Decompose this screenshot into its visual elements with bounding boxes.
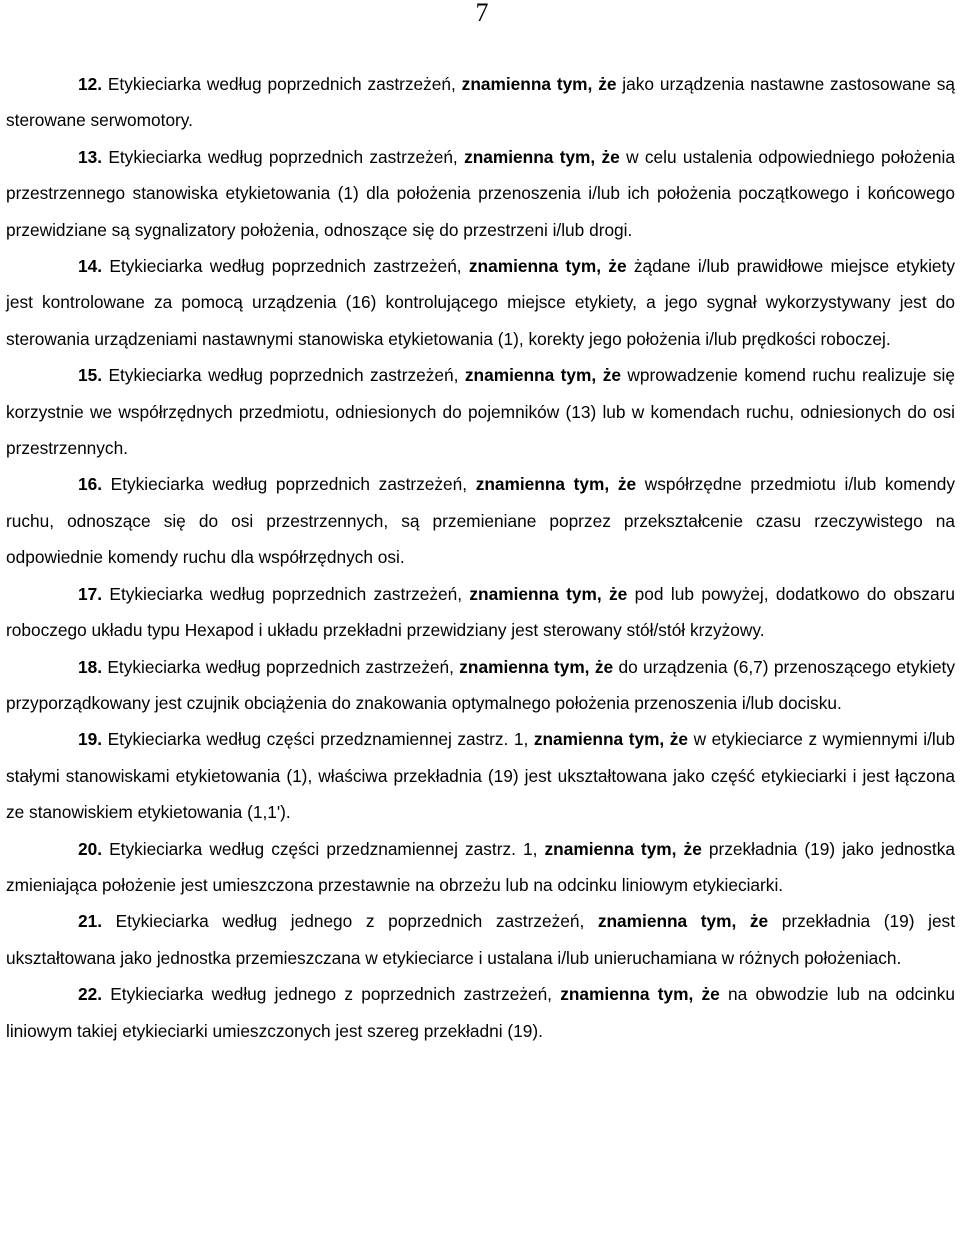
claim-body: wprowadzenie komend ruchu realizuje się korzystnie we współrzędnych przedmiotu, odniesionych do pojemników (13) lub w komendach ruchu, odniesionych do osi przestrzennych. — [6, 365, 955, 459]
claim-keyword: znamienna tym, że — [533, 729, 689, 750]
claim-keyword: znamienna tym, że — [464, 146, 620, 167]
claim-16 — [6, 466, 955, 575]
claims-list — [6, 66, 955, 1049]
claim-preamble: Etykieciarka według jednego z poprzednich zastrzeżeń, — [102, 984, 561, 1005]
claim-body: na obwodzie lub na odcinku liniowym takiej etykieciarki umieszczonych jest szereg przekładni (19). — [6, 984, 956, 1041]
claim-keyword: znamienna tym, że — [464, 365, 621, 386]
claim-20 — [6, 831, 955, 904]
claim-body: w etykieciarce z wymiennymi i/lub stałymi stanowiskami etykietowania (1), właściwa przekładnia (19) jest ukształtowana jako część etykieciarki i jest łączona ze stanowiskiem etykietowania (1,1'). — [6, 729, 955, 823]
claim-preamble: Etykieciarka według jednego z poprzednich zastrzeżeń, — [102, 911, 598, 932]
claim-number: 20. — [78, 838, 103, 859]
claim-preamble: Etykieciarka według poprzednich zastrzeżeń, — [102, 256, 469, 277]
claim-body: współrzędne przedmiotu i/lub komendy ruchu, odnoszące się do osi przestrzennych, są przemieniane poprzez przekształcenie czasu rzeczywistego na odpowiednie komendy ruchu dla współrzędnych osi. — [6, 474, 955, 568]
claim-number: 12. — [78, 74, 103, 94]
claim-keyword: znamienna tym, że — [475, 474, 637, 495]
claim-body: do urządzenia (6,7) przenoszącego etykiety przyporządkowany jest czujnik obciążenia do znakowania optymalnego położenia przenoszenia i/lub docisku. — [6, 656, 955, 713]
claim-13 — [6, 139, 955, 248]
claim-number: 21. — [78, 911, 103, 932]
claim-keyword: znamienna tym, że — [459, 656, 614, 677]
claim-body: żądane i/lub prawidłowe miejsce etykiety jest kontrolowane za pomocą urządzenia (16) kontrolującego miejsce etykiety, a jego sygnał wykorzystywany jest do sterowania urządzeniami nastawnymi stanowiska etykietowania (1), korekty jego położenia i/lub prędkości roboczej. — [6, 256, 955, 349]
claim-body: przekładnia (19) jest ukształtowana jako jednostka przemieszczana w etykieciarce i ustalana i/lub unieruchamiana w różnych położeniach. — [6, 911, 955, 968]
claim-number: 16. — [78, 474, 103, 495]
claim-body: pod lub powyżej, dodatkowo do obszaru roboczego układu typu Hexapod i układu przekładni przewidziany jest sterowany stół/stół krzyżowy. — [6, 583, 955, 641]
claim-keyword: znamienna tym, że — [468, 256, 627, 277]
claim-preamble: Etykieciarka według poprzednich zastrzeżeń, — [102, 74, 462, 94]
claim-preamble: Etykieciarka według poprzednich zastrzeżeń, — [102, 583, 470, 604]
claim-number: 17. — [78, 583, 103, 604]
claim-body: w celu ustalenia odpowiedniego położenia przestrzennego stanowiska etykietowania (1) dla położenia przenoszenia i/lub ich położenia początkowego i końcowego przewidziane są sygnalizatory położenia, odnoszące się do przestrzeni i/lub drogi. — [6, 146, 955, 240]
claim-number: 15. — [78, 365, 103, 386]
claim-body: przekładnia (19) jako jednostka zmieniająca położenie jest umieszczona przestawnie na obrzeżu lub na odcinku liniowym etykieciarki. — [6, 838, 955, 895]
claim-preamble: Etykieciarka według poprzednich zastrzeżeń, — [102, 146, 465, 167]
claim-21 — [6, 903, 955, 976]
page-number: 7 — [475, 0, 489, 27]
claim-19 — [6, 721, 955, 830]
claim-preamble: Etykieciarka według poprzednich zastrzeżeń, — [102, 474, 476, 495]
claim-keyword: znamienna tym, że — [560, 984, 720, 1005]
claim-12 — [6, 66, 955, 139]
claim-preamble: Etykieciarka według poprzednich zastrzeżeń, — [102, 365, 465, 386]
claim-number: 18. — [78, 656, 103, 677]
claim-body: jako urządzenia nastawne zastosowane są sterowane serwomotory. — [6, 74, 955, 131]
claim-keyword: znamienna tym, że — [544, 838, 702, 859]
claim-number: 14. — [78, 256, 103, 277]
claim-17 — [6, 576, 955, 649]
claim-preamble: Etykieciarka według części przedznamiennej zastrz. 1, — [102, 838, 545, 859]
claim-18 — [6, 649, 955, 722]
claim-number: 13. — [78, 146, 103, 167]
claim-keyword: znamienna tym, że — [461, 74, 617, 94]
claim-22 — [6, 976, 955, 1049]
claim-keyword: znamienna tym, że — [597, 911, 769, 932]
claim-preamble: Etykieciarka według części przedznamiennej zastrz. 1, — [102, 729, 534, 750]
claim-number: 19. — [78, 729, 103, 750]
claim-preamble: Etykieciarka według poprzednich zastrzeżeń, — [102, 656, 460, 677]
claim-number: 22. — [78, 984, 103, 1005]
claim-15 — [6, 357, 955, 466]
claim-14 — [6, 248, 955, 357]
claim-keyword: znamienna tym, że — [469, 583, 628, 604]
